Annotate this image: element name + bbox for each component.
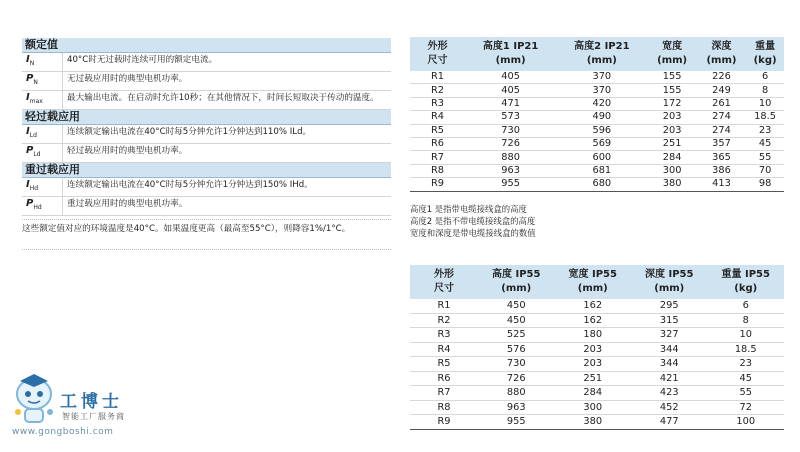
cell: R1: [410, 299, 478, 313]
table-row: [410, 71, 784, 84]
dimensions-table-ip21: [410, 37, 784, 192]
description: 重过载应用时的典型电机功率。: [62, 197, 391, 215]
cell: 18.5: [746, 111, 784, 124]
cell: 10: [708, 328, 785, 343]
cell: 730: [478, 357, 555, 372]
cell: R3: [410, 97, 465, 110]
rating-row-phd: [22, 197, 391, 216]
cell: 450: [478, 299, 555, 313]
cell: 680: [556, 178, 647, 191]
cell: 203: [555, 342, 632, 357]
cell: R6: [410, 371, 478, 386]
cell: 45: [746, 137, 784, 150]
cell: R7: [410, 386, 478, 401]
cell: 251: [555, 371, 632, 386]
cell: 55: [746, 151, 784, 164]
cell: R4: [410, 111, 465, 124]
cell: 98: [746, 178, 784, 191]
cell: 261: [697, 97, 746, 110]
cell: 573: [465, 111, 556, 124]
column-header: 深度 IP55 (mm): [631, 265, 708, 299]
cell: 300: [555, 400, 632, 415]
cell: 300: [647, 164, 696, 177]
cell: 203: [647, 111, 696, 124]
cell: 880: [465, 151, 556, 164]
cell: 386: [697, 164, 746, 177]
cell: R2: [410, 313, 478, 328]
cell: 365: [697, 151, 746, 164]
note-line: 高度1 是指带电缆接线盒的高度: [410, 204, 527, 214]
mascot-icon: [10, 372, 58, 428]
rating-row-in: [22, 53, 391, 72]
cell: 180: [555, 328, 632, 343]
watermark-logo: [8, 368, 158, 446]
column-header: 宽度 (mm): [647, 37, 696, 71]
cell: 100: [708, 415, 785, 430]
cell: 423: [631, 386, 708, 401]
temperature-note: 这些额定值对应的环境温度是40°C。如果温度更高（最高至55°C），则降容1%/1°C。: [22, 219, 391, 234]
note-line: 宽度和深度是带电缆接线盒的数值: [410, 228, 536, 238]
cell: 18.5: [708, 342, 785, 357]
cell: 357: [697, 137, 746, 150]
description: 轻过载应用时的典型电机功率。: [62, 144, 391, 162]
cell: 45: [708, 371, 785, 386]
cell: 284: [647, 151, 696, 164]
light-overload-heading: 轻过载应用: [22, 110, 391, 125]
cell: 421: [631, 371, 708, 386]
table-row: [410, 400, 784, 415]
cell: 8: [746, 84, 784, 97]
table-row: [410, 357, 784, 372]
rating-row-ild: [22, 125, 391, 144]
cell: R5: [410, 124, 465, 137]
cell: R4: [410, 342, 478, 357]
cell: 344: [631, 357, 708, 372]
table-body: [410, 299, 784, 429]
cell: 370: [556, 71, 647, 84]
cell: 70: [746, 164, 784, 177]
description: 无过载应用时的典型电机功率。: [62, 72, 391, 90]
cell: 963: [478, 400, 555, 415]
symbol: $I_N$: [26, 54, 35, 67]
note-line: 高度2 是指不带电缆接线盒的高度: [410, 216, 536, 226]
column-header: 高度2 IP21 (mm): [556, 37, 647, 71]
column-header: 重量 (kg): [746, 37, 784, 71]
cell: 203: [555, 357, 632, 372]
cell: 10: [746, 97, 784, 110]
table-header-row: [410, 265, 784, 299]
rating-row-pn: [22, 72, 391, 91]
cell: R5: [410, 357, 478, 372]
cell: 370: [556, 84, 647, 97]
brand-url: www.gongboshi.com: [12, 427, 114, 437]
cell: 681: [556, 164, 647, 177]
cell: 344: [631, 342, 708, 357]
table-row: [410, 178, 784, 191]
table-row: [410, 84, 784, 97]
table-row: [410, 151, 784, 164]
cell: 6: [708, 299, 785, 313]
cell: 226: [697, 71, 746, 84]
description: 连续额定输出电流在40°C时每5分钟允许1分钟达到150% IHd。: [62, 178, 391, 196]
table-row: [410, 342, 784, 357]
cell: 162: [555, 313, 632, 328]
symbol: $P_N$: [26, 73, 38, 86]
cell: 450: [478, 313, 555, 328]
symbol: $I_{max}$: [26, 92, 43, 105]
cell: 963: [465, 164, 556, 177]
column-header: 重量 IP55 (kg): [708, 265, 785, 299]
cell: 327: [631, 328, 708, 343]
table-row: [410, 164, 784, 177]
column-header: 高度 IP55 (mm): [478, 265, 555, 299]
table-row: [410, 137, 784, 150]
cell: 471: [465, 97, 556, 110]
cell: 420: [556, 97, 647, 110]
cell: 284: [555, 386, 632, 401]
cell: 477: [631, 415, 708, 430]
rated-heading: 额定值: [22, 38, 391, 53]
heavy-overload-heading: 重过载应用: [22, 163, 391, 178]
ratings-panel: [22, 38, 391, 216]
rating-row-pld: [22, 144, 391, 163]
cell: R7: [410, 151, 465, 164]
cell: 274: [697, 124, 746, 137]
table-row: [410, 415, 784, 430]
cell: 726: [478, 371, 555, 386]
symbol: $I_{Hd}$: [26, 179, 39, 192]
symbol: $I_{Ld}$: [26, 126, 37, 139]
column-header: 外形 尺寸: [410, 265, 478, 299]
cell: R9: [410, 415, 478, 430]
cell: R6: [410, 137, 465, 150]
cell: 600: [556, 151, 647, 164]
cell: 162: [555, 299, 632, 313]
column-header: 外形 尺寸: [410, 37, 465, 71]
cell: R3: [410, 328, 478, 343]
cell: 569: [556, 137, 647, 150]
ip21-notes: [410, 203, 536, 239]
cell: 6: [746, 71, 784, 84]
table-body: [410, 71, 784, 191]
cell: 72: [708, 400, 785, 415]
dimensions-table-ip55: [410, 265, 784, 430]
table-row: [410, 386, 784, 401]
cell: R8: [410, 164, 465, 177]
cell: R8: [410, 400, 478, 415]
rating-row-ihd: [22, 178, 391, 197]
cell: 955: [478, 415, 555, 430]
cell: 955: [465, 178, 556, 191]
table-row: [410, 124, 784, 137]
cell: R2: [410, 84, 465, 97]
column-header: 宽度 IP55 (mm): [555, 265, 632, 299]
table-row: [410, 111, 784, 124]
cell: R9: [410, 178, 465, 191]
cell: 405: [465, 84, 556, 97]
cell: 596: [556, 124, 647, 137]
table-row: [410, 299, 784, 313]
description: 40°C时无过载时连续可用的额定电流。: [62, 53, 391, 71]
cell: 380: [647, 178, 696, 191]
cell: 249: [697, 84, 746, 97]
cell: 405: [465, 71, 556, 84]
table-row: [410, 313, 784, 328]
cell: 55: [708, 386, 785, 401]
cell: 730: [465, 124, 556, 137]
cell: 726: [465, 137, 556, 150]
cell: 452: [631, 400, 708, 415]
column-header: 深度 (mm): [697, 37, 746, 71]
cell: 155: [647, 84, 696, 97]
column-header: 高度1 IP21 (mm): [465, 37, 556, 71]
table-row: [410, 328, 784, 343]
symbol: $P_{Ld}$: [26, 145, 41, 158]
description: 最大输出电流。在启动时允许10秒；在其他情况下，时间长短取决于传动的温度。: [62, 91, 391, 109]
rating-row-imax: [22, 91, 391, 110]
symbol: $P_{Hd}$: [26, 198, 42, 211]
cell: 380: [555, 415, 632, 430]
cell: 155: [647, 71, 696, 84]
cell: 274: [697, 111, 746, 124]
cell: R1: [410, 71, 465, 84]
cell: 525: [478, 328, 555, 343]
table-header-row: [410, 37, 784, 71]
cell: 880: [478, 386, 555, 401]
brand-tagline: 智能工厂服务商: [62, 412, 125, 421]
cell: 490: [556, 111, 647, 124]
table-row: [410, 371, 784, 386]
table-row: [410, 97, 784, 110]
cell: 8: [708, 313, 785, 328]
cell: 576: [478, 342, 555, 357]
cell: 23: [708, 357, 785, 372]
divider: [22, 249, 391, 250]
cell: 295: [631, 299, 708, 313]
cell: 413: [697, 178, 746, 191]
cell: 203: [647, 124, 696, 137]
description: 连续额定输出电流在40°C时每5分钟允许1分钟达到110% ILd。: [62, 125, 391, 143]
cell: 23: [746, 124, 784, 137]
cell: 315: [631, 313, 708, 328]
brand-name: 工博士: [60, 392, 123, 412]
cell: 251: [647, 137, 696, 150]
cell: 172: [647, 97, 696, 110]
